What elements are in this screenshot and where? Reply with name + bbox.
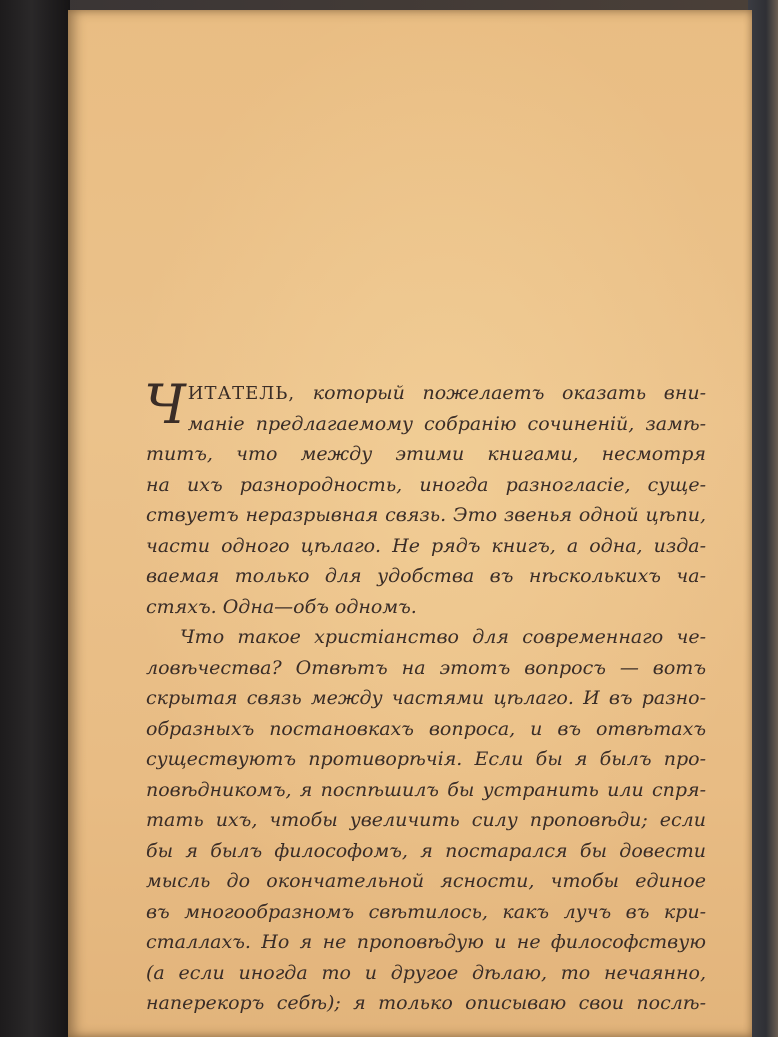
text-line: сталлахъ. Но я не проповѣдую и не философствую <box>146 931 706 953</box>
text-line: въ многообразномъ свѣтилось, какъ лучъ въ кри- <box>146 900 706 923</box>
paragraph-2 <box>146 622 706 1019</box>
text-line: (а если иногда то и другое дѣлаю, то нечаянно, <box>146 961 706 984</box>
text-line: тать ихъ, чтобы увеличить силу проповѣди; если <box>146 809 706 831</box>
text-line: мысль до окончательной ясности, чтобы единое <box>146 870 706 892</box>
paragraph-1 <box>144 373 707 622</box>
book-cover-edge <box>748 0 778 1037</box>
page-text <box>144 373 707 1019</box>
text-line: ваемая только для удобства въ нѣсколькихъ ча- <box>146 565 706 587</box>
text-line: маніе предлагаемому собранію сочиненій, замѣ- <box>187 412 706 435</box>
text-line <box>146 378 706 409</box>
first-word-caps: ИТАТЕЛЬ, <box>187 383 296 404</box>
text-line: ловѣчества? Отвѣтъ на этотъ вопросъ — вотъ <box>146 656 706 679</box>
book-spine <box>0 0 70 1037</box>
book-page <box>68 10 752 1037</box>
text-line: на ихъ разнородность, иногда разногласіе, суще- <box>146 473 706 496</box>
text-line: повѣдникомъ, я поспѣшилъ бы устранить или спря- <box>146 778 706 801</box>
text-line: Что такое христіанство для современнаго че- <box>180 626 706 648</box>
text-line: образныхъ постановкахъ вопроса, и въ отвѣтахъ <box>146 717 706 740</box>
text-line: существуютъ противорѣчія. Если бы я былъ про- <box>146 748 706 770</box>
text-line: титъ, что между этими книгами, несмотря <box>146 443 706 465</box>
drop-cap: Ч <box>144 373 186 436</box>
text-line: скрытая связь между частями цѣлаго. И въ разно- <box>146 687 706 709</box>
text-line: части одного цѣлаго. Не рядъ книгъ, а одна, изда- <box>146 534 706 557</box>
text-line: наперекоръ себѣ); я только описываю свои послѣ- <box>146 992 706 1014</box>
text-line: бы я былъ философомъ, я постарался бы довести <box>146 839 706 862</box>
first-line-rest: который пожелаетъ оказать вни- <box>312 382 707 404</box>
text-line: стяхъ. Одна—объ одномъ. <box>146 595 417 618</box>
text-line: ствуетъ неразрывная связь. Это звенья одной цѣпи, <box>146 504 706 526</box>
